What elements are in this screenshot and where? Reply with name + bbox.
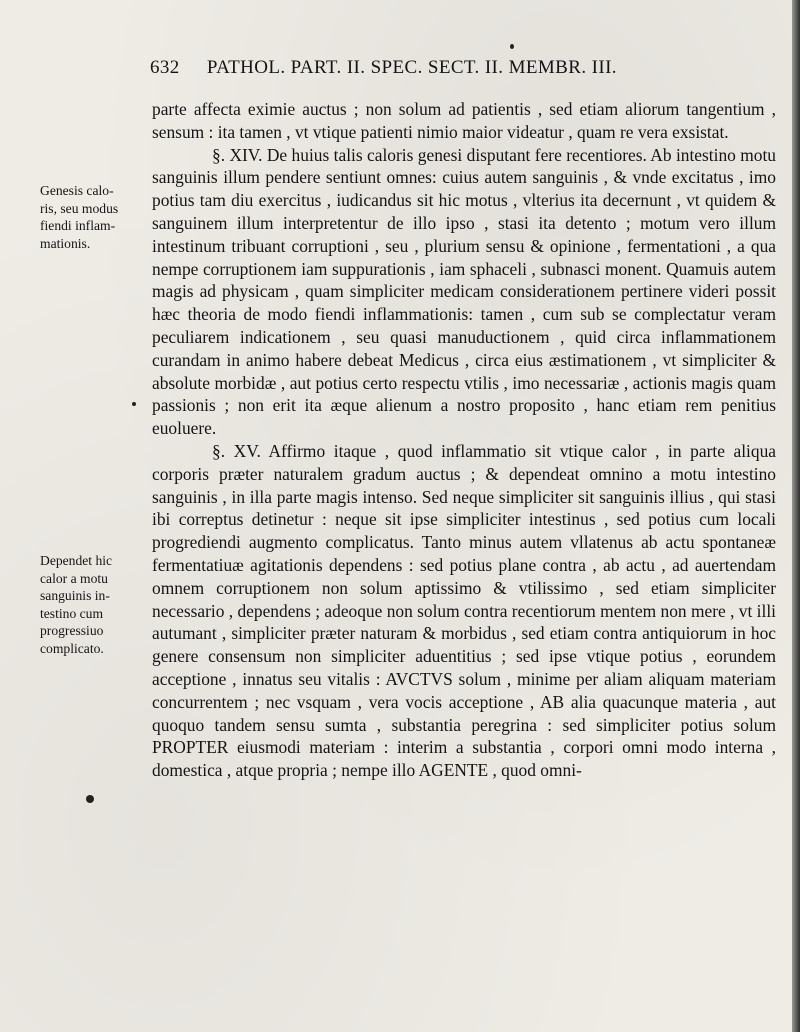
paragraph-section-xv: §. XV. Affirmo itaque , quod inflammatio sit vtique calor , in parte aliqua corporis præter naturalem gradum auctus ; & dependeat omnino a motu intestino sanguinis , in illa parte magis intenso. Sed neque simpliciter sit sanguinis illius , qui stasi ibi correptus detinetur : neque sit ipse simpliciter intestinus , sed potius cum locali progrediendi augmento complicatus. Tanto minus autem vllatenus ab actu spontaneæ fermentatiuæ agitationis dependens : sed potius plane contra , ab actu , ad auertendam omnem corruptionem non solum aptissimo & vtilissimo , sed etiam simpliciter necessario , dependens ; adeoque non solum contra recentiorum mentem non mere , vt illi autumant , simpliciter præter naturam & morbidus , sed etiam contra antiquiorum in hoc genere consensum non simpliciter aduentitius ; sed ipse vtique potius , eorundem acceptione , innatus seu vitalis : AVCTVS solum , minime per aliam aliquam materiam concurrentem ; nec vsquam , vera vocis acceptione , AB alia quacunque materia , aut quoquo tandem sensu sumta , substantia peregrina : sed simpliciter potius solum PROPTER eiusmodi materiam : interim a substantia , corpori omni modo interna , domestica , atque propria ; nempe illo AGENTE , quod omni- (152, 440, 776, 781)
page-edge-shadow (792, 0, 800, 1032)
ink-speck (510, 44, 514, 49)
running-title: PATHOL. PART. II. SPEC. SECT. II. MEMBR. III. (206, 57, 617, 78)
paragraph-section-xiv: §. XIV. De huius talis caloris genesi disputant fere recentiores. Ab intestino motu sanguinis illum pendere sentiunt omnes: cuius autem sanguinis , & vnde excitatus , imo potius tam diu exercitus , iudicandus sit hic motus , vlterius ita decernunt , vt quidem & sanguinem illum interpretentur de illo ipso , stasi ita detento ; motum vero illum intestinum tribuant corruptioni , seu , plurium sensu & opinione , fermentationi , a qua nempe corruptionem iam suppurationis , iam sphaceli , subnasci monent. Quamuis autem magis ad physicam , quam simpliciter medicam considerationem pertinere videri possit hæc theoria de modo fiendi inflammationis: tamen , cum sub se complectatur veram peculiarem indicationem , seu quasi manuductionem , quid circa inflammationem curandam in animo habere debeat Medicus , circa eius æstimationem , vt simpliciter & absolute morbidæ , aut potius certo respectu vtilis , imo necessariæ , actionis magis quam passionis ; non erit ita æque alienum a nostro proposito , hanc etiam rem penitius euoluere. (152, 144, 776, 439)
running-header (150, 57, 690, 83)
ink-speck (86, 795, 94, 803)
paragraph-continuation: parte affecta eximie auctus ; non solum ad patientis , sed etiam aliorum tangentium , sensum : ita tamen , vt vtique patienti nimio maior videatur , quam re vera exsistat. (152, 99, 776, 142)
margin-note-genesis: Genesis calo- ris, seu modus fiendi inflam- mationis. (40, 183, 119, 251)
margin-note-dependet: Dependet hic calor a motu sanguinis in- testino cum progressiuo complicato. (40, 553, 113, 656)
main-text (152, 98, 776, 782)
ink-speck (132, 402, 136, 406)
page-number: 632 (150, 57, 180, 78)
